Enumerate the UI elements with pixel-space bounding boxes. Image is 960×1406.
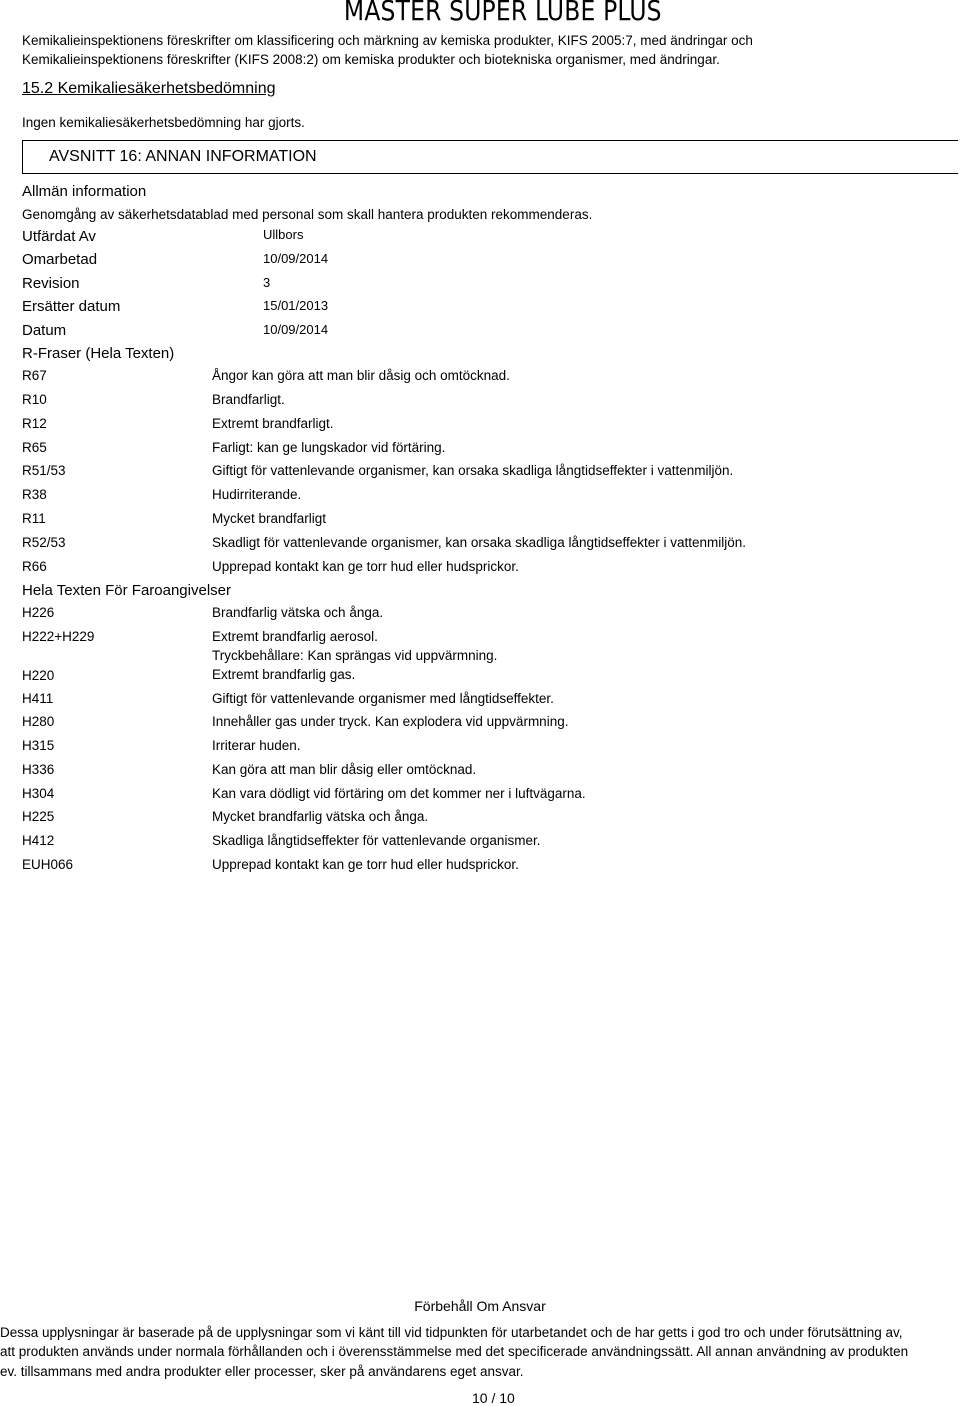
r-phrase-code: R11 — [22, 511, 46, 526]
r-phrase-text: Hudirriterande. — [212, 487, 302, 502]
h-phrase-text: Extremt brandfarlig gas. — [212, 667, 356, 682]
r-phrase-text: Brandfarligt. — [212, 392, 285, 407]
r-phrase-code: R12 — [22, 416, 47, 431]
r-phrase-text: Extremt brandfarligt. — [212, 416, 334, 431]
h-phrase-text: Innehåller gas under tryck. Kan explodera vid uppvärmning. — [212, 714, 569, 729]
h-phrase-text-continued: Tryckbehållare: Kan sprängas vid uppvärmning. — [212, 648, 498, 663]
section-15-2-heading: 15.2 Kemikaliesäkerhetsbedömning — [22, 80, 276, 97]
h-phrase-text: Kan vara dödligt vid förtäring om det kommer ner i luftvägarna. — [212, 786, 586, 801]
r-phrase-text: Skadligt för vattenlevande organismer, kan orsaka skadliga långtidseffekter i vattenmiljön. — [212, 535, 747, 550]
disclaimer-line: att produkten används under normala förhållanden och i överensstämmelse med det specificerade användningssätt. All annan användning av produkten — [0, 1344, 909, 1359]
r-phrase-code: R51/53 — [22, 463, 66, 478]
regulation-line: Kemikalieinspektionens föreskrifter (KIFS 2008:2) om kemiska produkter och biotekniska organismer, med ändringar. — [22, 52, 720, 67]
section-15-2-text: Ingen kemikaliesäkerhetsbedömning har gjorts. — [22, 115, 305, 130]
general-info-label: Allmän information — [22, 183, 147, 200]
field-value-issued-by: Ullbors — [263, 227, 304, 242]
r-phrase-code: R66 — [22, 559, 47, 574]
regulation-line: Kemikalieinspektionens föreskrifter om klassificering och märkning av kemiska produkter, KIFS 2005:7, med ändringar och — [22, 33, 753, 48]
field-value-revision: 3 — [263, 275, 271, 290]
h-phrase-code: H336 — [22, 762, 55, 777]
h-phrase-code: H220 — [22, 668, 55, 683]
h-phrase-text: Skadliga långtidseffekter för vattenlevande organismer. — [212, 833, 541, 848]
field-label-revision: Revision — [22, 275, 80, 292]
h-phrase-code: H411 — [22, 691, 54, 706]
h-phrase-code: H222+H229 — [22, 629, 95, 644]
h-phrase-code: EUH066 — [22, 857, 74, 872]
r-phrase-code: R67 — [22, 368, 47, 383]
r-phrases-label: R-Fraser (Hela Texten) — [22, 345, 175, 362]
r-phrase-code: R52/53 — [22, 535, 66, 550]
field-label-supersedes-date: Ersätter datum — [22, 298, 121, 315]
disclaimer-title: Förbehåll Om Ansvar — [414, 1298, 546, 1314]
r-phrase-code: R10 — [22, 392, 47, 407]
r-phrase-code: R38 — [22, 487, 47, 502]
disclaimer-line: Dessa upplysningar är baserade på de upplysningar som vi känt till vid tidpunkten för utarbetandet och de har getts i god tro och under förutsättning av, — [0, 1325, 903, 1340]
h-phrase-text: Giftigt för vattenlevande organismer med långtidseffekter. — [212, 691, 554, 706]
h-phrase-text: Mycket brandfarlig vätska och ånga. — [212, 809, 429, 824]
r-phrase-text: Giftigt för vattenlevande organismer, kan orsaka skadliga långtidseffekter i vattenmiljön. — [212, 463, 734, 478]
h-phrase-text: Brandfarlig vätska och ånga. — [212, 605, 384, 620]
section-16-heading: AVSNITT 16: ANNAN INFORMATION — [49, 148, 317, 165]
page-number: 10 / 10 — [472, 1390, 515, 1406]
r-phrase-text: Mycket brandfarligt — [212, 511, 327, 526]
h-phrase-text: Extremt brandfarlig aerosol. — [212, 629, 378, 644]
field-label-issued-by: Utfärdat Av — [22, 228, 96, 245]
document-title: MASTER SUPER LUBE PLUS — [344, 0, 662, 27]
r-phrase-text: Ångor kan göra att man blir dåsig och omtöcknad. — [212, 368, 510, 383]
h-phrase-text: Irriterar huden. — [212, 738, 301, 753]
h-phrase-code: H226 — [22, 605, 55, 620]
field-value-revised: 10/09/2014 — [263, 251, 329, 266]
field-value-date: 10/09/2014 — [263, 322, 329, 337]
field-label-date: Datum — [22, 322, 67, 339]
r-phrase-text: Farligt: kan ge lungskador vid förtäring. — [212, 440, 446, 455]
h-phrase-code: H412 — [22, 833, 55, 848]
section-16-header-bar — [22, 140, 958, 174]
r-phrase-text: Upprepad kontakt kan ge torr hud eller hudsprickor. — [212, 559, 519, 574]
disclaimer-line: ev. tillsammans med andra produkter eller processer, sker på användarens eget ansvar. — [0, 1364, 524, 1379]
h-phrase-code: H280 — [22, 714, 55, 729]
h-phrase-code: H304 — [22, 786, 55, 801]
r-phrase-code: R65 — [22, 440, 47, 455]
field-label-revised: Omarbetad — [22, 251, 98, 268]
h-phrase-text: Kan göra att man blir dåsig eller omtöcknad. — [212, 762, 477, 777]
h-phrases-label: Hela Texten För Faroangivelser — [22, 582, 231, 599]
h-phrase-text: Upprepad kontakt kan ge torr hud eller hudsprickor. — [212, 857, 519, 872]
h-phrase-code: H315 — [22, 738, 55, 753]
h-phrase-code: H225 — [22, 809, 55, 824]
general-info-text: Genomgång av säkerhetsdatablad med personal som skall hantera produkten rekommenderas. — [22, 207, 593, 222]
field-value-supersedes-date: 15/01/2013 — [263, 298, 329, 313]
